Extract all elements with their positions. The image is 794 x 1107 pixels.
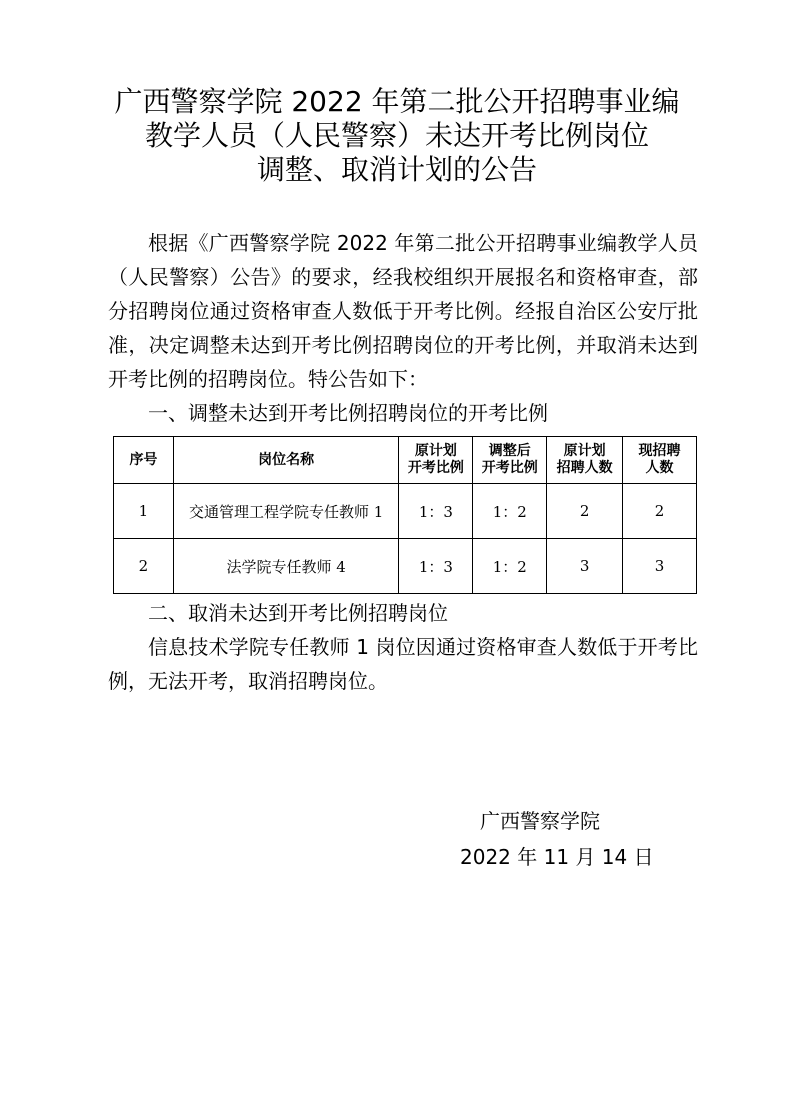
row-now-count: 3: [623, 539, 697, 594]
document-title-line-2: 教学人员（人民警察）未达开考比例岗位: [144, 119, 649, 152]
signature-date: 2022 年 11 月 14 日: [460, 845, 654, 869]
row-no: 1: [114, 484, 174, 539]
row-orig-count: 2: [547, 484, 623, 539]
header-orig-count-line-1: 原计划: [563, 443, 606, 459]
table-header-row: [114, 437, 697, 484]
section-2-heading: 二、取消未达到开考比例招聘岗位: [148, 601, 448, 625]
row-position: 法学院专任教师 4: [173, 539, 399, 594]
header-adj-ratio: [473, 437, 547, 484]
row-adj-ratio: 1：2: [473, 539, 547, 594]
header-orig-ratio-line-2: 开考比例: [407, 460, 464, 476]
intro-paragraph: 根据《广西警察学院 2022 年第二批公开招聘事业编教学人员（人民警察）公告》的要求，经我校组织开展报名和资格审查，部分招聘岗位通过资格审查人数低于开考比例。经报自治区公安厅批准，决定调整未达到开考比例招聘岗位的开考比例，并取消未达到开考比例的招聘岗位。特公告如下：: [108, 231, 698, 391]
header-adj-ratio-line-2: 开考比例: [481, 460, 538, 476]
header-orig-count: [547, 437, 623, 484]
section-1-heading: 一、调整未达到开考比例招聘岗位的开考比例: [148, 401, 548, 425]
header-now-count-line-2: 人数: [645, 460, 674, 476]
header-position: 岗位名称: [173, 437, 399, 484]
header-orig-ratio: [399, 437, 473, 484]
header-orig-count-line-2: 招聘人数: [556, 460, 613, 476]
row-now-count: 2: [623, 484, 697, 539]
signature-org: 广西警察学院: [480, 809, 600, 833]
document-title-line-1: 广西警察学院 2022 年第二批公开招聘事业编: [114, 85, 680, 118]
row-orig-ratio: 1：3: [399, 539, 473, 594]
document-title-line-3: 调整、取消计划的公告: [256, 153, 537, 186]
adjustment-table: [113, 436, 697, 594]
row-position: 交通管理工程学院专任教师 1: [173, 484, 399, 539]
row-orig-ratio: 1：3: [399, 484, 473, 539]
header-no: 序号: [114, 437, 174, 484]
row-adj-ratio: 1：2: [473, 484, 547, 539]
header-adj-ratio-line-1: 调整后: [488, 443, 531, 459]
section-2-paragraph: 信息技术学院专任教师 1 岗位因通过资格审查人数低于开考比例，无法开考，取消招聘岗位。: [108, 635, 698, 693]
header-orig-ratio-line-1: 原计划: [414, 443, 457, 459]
header-now-count-line-1: 现招聘: [638, 443, 681, 459]
row-no: 2: [114, 539, 174, 594]
header-now-count: [623, 437, 697, 484]
row-orig-count: 3: [547, 539, 623, 594]
table-row: [114, 484, 697, 539]
table-row: [114, 539, 697, 594]
